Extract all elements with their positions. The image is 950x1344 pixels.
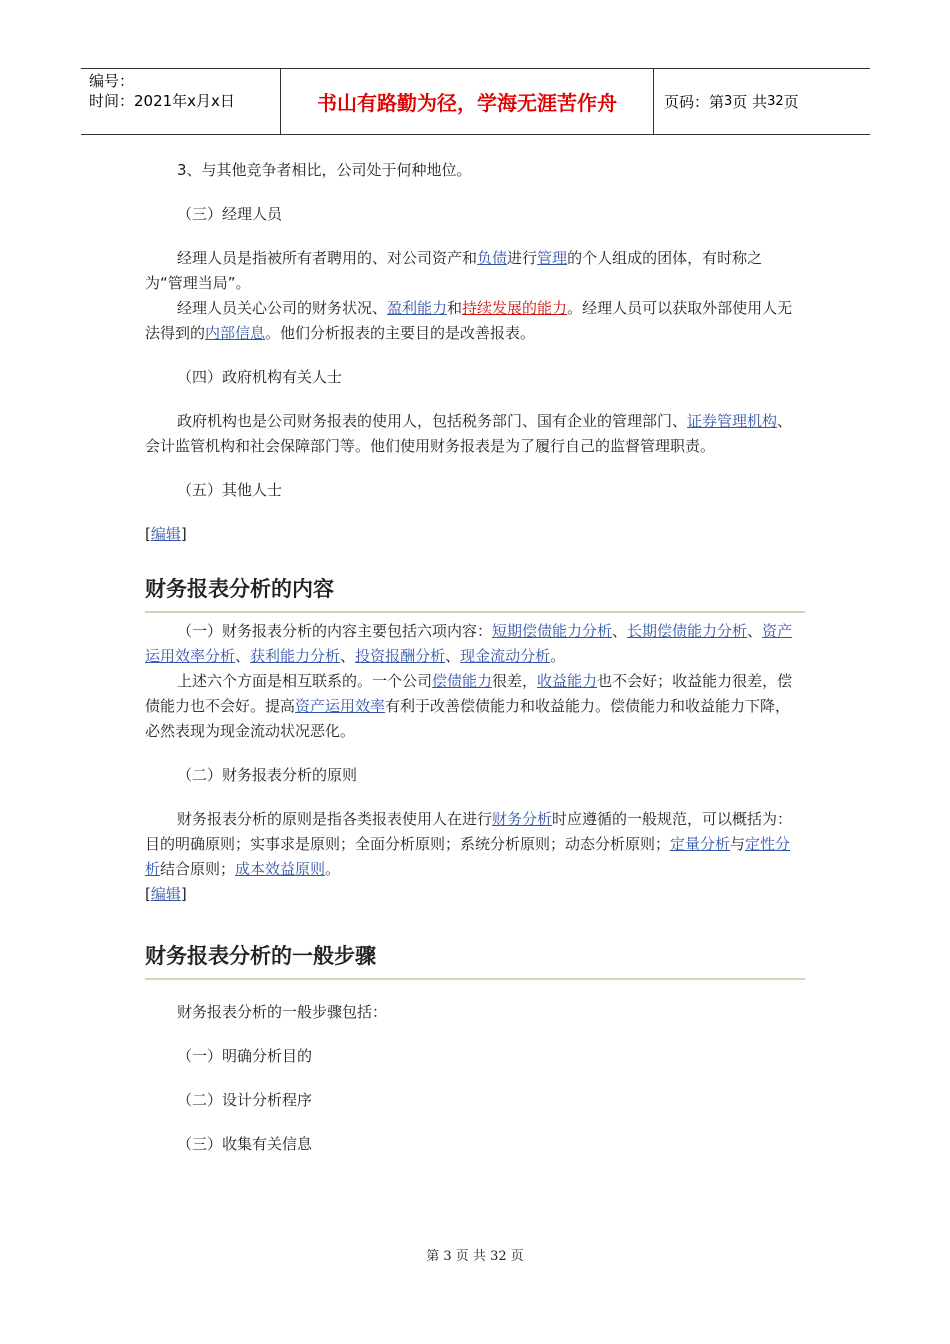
steps-intro: 财务报表分析的一般步骤包括：: [177, 1003, 388, 1021]
managers-paragraph-2: 经理人员关心公司的财务状况、盈利能力和持续发展的能力。经理人员可以获取外部使用人无法得到的内部信息。他们分析报表的主要目的是改善报表。: [145, 299, 793, 342]
footer-page-number: 3: [443, 1249, 452, 1264]
link-profitability-analysis[interactable]: 获利能力分析: [250, 647, 341, 665]
link-qualitative-analysis[interactable]: 定性分析: [145, 835, 791, 878]
edit-link-2-wrap: [编辑]: [145, 885, 187, 903]
header-meta: [81, 69, 281, 134]
edit-link-1-wrap: [编辑]: [145, 525, 187, 543]
heading-content: 财务报表分析的内容: [145, 574, 805, 613]
step-3: （三）收集有关信息: [177, 1135, 313, 1153]
item-3: 3、与其他竞争者相比，公司处于何种地位。: [177, 161, 472, 179]
document-body: [145, 158, 797, 1157]
link-roi-analysis[interactable]: 投资报酬分析: [355, 647, 446, 665]
link-quantitative-analysis[interactable]: 定量分析: [670, 835, 731, 853]
link-solvency[interactable]: 偿债能力: [432, 672, 493, 690]
principles-paragraph: 财务报表分析的原则是指各类报表使用人在进行财务分析时应遵循的一般规范，可以概括为：目的明确原则；实事求是原则；全面分析原则；系统分析原则；动态分析原则；定量分析与定性分析结合原则；成本效益原则。: [145, 810, 793, 878]
heading-steps: 财务报表分析的一般步骤: [145, 941, 805, 980]
link-financial-analysis[interactable]: 财务分析: [492, 810, 553, 828]
link-short-term-solvency[interactable]: 短期偿债能力分析: [492, 622, 613, 640]
section-government: （四）政府机构有关人士: [177, 368, 343, 386]
link-sustainable-growth[interactable]: 持续发展的能力: [462, 299, 568, 317]
edit-link-2[interactable]: 编辑: [150, 885, 181, 903]
section-others: （五）其他人士: [177, 481, 283, 499]
code-label: 编号：: [89, 72, 135, 90]
link-management[interactable]: 管理: [537, 249, 568, 267]
link-earning-power[interactable]: 收益能力: [537, 672, 598, 690]
step-1: （一）明确分析目的: [177, 1047, 313, 1065]
footer-page-total: 32: [490, 1249, 507, 1264]
edit-link-1[interactable]: 编辑: [150, 525, 181, 543]
step-2: （二）设计分析程序: [177, 1091, 313, 1109]
section-managers: （三）经理人员: [177, 205, 283, 223]
header-page-info: [654, 69, 870, 134]
content-paragraph-1: （一）财务报表分析的内容主要包括六项内容：短期偿债能力分析、长期偿债能力分析、资产运用效率分析、获利能力分析、投资报酬分析、现金流动分析。: [145, 622, 793, 665]
page-suffix: 页: [783, 93, 799, 111]
page-total: 32: [767, 94, 784, 109]
link-cash-flow-analysis[interactable]: 现金流动分析: [460, 647, 551, 665]
link-cost-benefit[interactable]: 成本效益原则: [235, 860, 326, 878]
link-asset-efficiency-2[interactable]: 资产运用效率: [295, 697, 386, 715]
content-paragraph-2: 上述六个方面是相互联系的。一个公司偿债能力很差，收益能力也不会好；收益能力很差，偿债能力也不会好。提高资产运用效率有利于改善偿债能力和收益能力。偿债能力和收益能力下降，必然表现为现金流动状况恶化。: [145, 672, 793, 740]
page-number: 3: [724, 94, 733, 109]
page-header: [81, 68, 870, 135]
page-mid: 页 共: [732, 93, 768, 111]
link-liabilities[interactable]: 负债: [477, 249, 508, 267]
page-prefix: 页码：第: [664, 93, 725, 111]
date-label: 时间：2021年x月x日: [89, 92, 235, 110]
managers-paragraph-1: 经理人员是指被所有者聘用的、对公司资产和负债进行管理的个人组成的团体，有时称之为“管理当局”。: [145, 249, 763, 292]
section-principles: （二）财务报表分析的原则: [177, 766, 358, 784]
page-footer: 第 3 页 共 32 页: [426, 1249, 524, 1264]
government-paragraph: 政府机构也是公司财务报表的使用人，包括税务部门、国有企业的管理部门、证券管理机构、会计监管机构和社会保障部门等。他们使用财务报表是为了履行自己的监督管理职责。: [145, 412, 793, 455]
link-asset-efficiency[interactable]: 资产运用效率分析: [145, 622, 793, 665]
header-motto: 书山有路勤为径，学海无涯苦作舟: [281, 69, 654, 134]
link-profitability[interactable]: 盈利能力: [387, 299, 448, 317]
link-long-term-solvency[interactable]: 长期偿债能力分析: [627, 622, 748, 640]
link-securities-regulator[interactable]: 证券管理机构: [687, 412, 778, 430]
link-internal-info[interactable]: 内部信息: [205, 324, 266, 342]
